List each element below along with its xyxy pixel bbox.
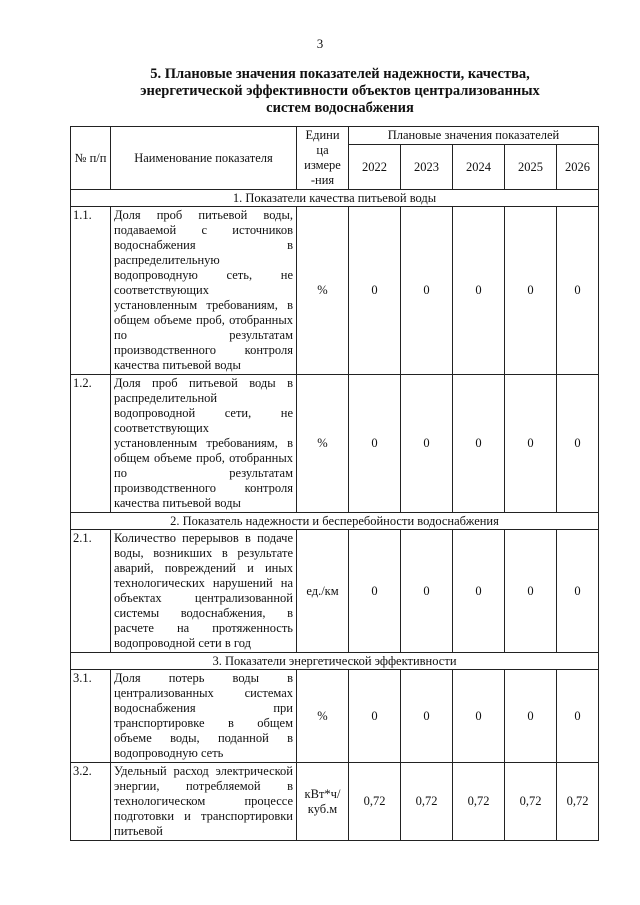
unit-cell: % [297,207,349,375]
section-title: 2. Показатель надежности и бесперебойности водоснабжения [71,513,599,530]
unit-cell: ед./км [297,530,349,653]
row-number: 3.1. [71,670,111,763]
document-title [110,66,570,117]
title-line-2: энергетической эффективности объектов централизованных [140,83,540,99]
value-cell: 0 [453,375,505,513]
title-line-1: 5. Плановые значения показателей надежности, качества, [150,66,530,82]
value-cell: 0,72 [505,763,557,841]
value-cell: 0,72 [349,763,401,841]
value-cell: 0 [349,670,401,763]
value-cell: 0 [401,375,453,513]
value-cell: 0 [401,207,453,375]
header-unit: Едини ца измере -ния [297,127,349,190]
unit-cell: % [297,375,349,513]
indicator-name: Доля проб питьевой воды, подаваемой с источников водоснабжения в распределительную водопроводную сеть, не соответствующих установленным требованиям, в общем объеме проб, отобранных по результатам производственного контроля качества питьевой воды [111,207,297,375]
header-year: 2025 [505,145,557,190]
row-number: 3.2. [71,763,111,841]
value-cell: 0,72 [557,763,599,841]
row-number: 1.1. [71,207,111,375]
header-year: 2023 [401,145,453,190]
value-cell: 0 [401,530,453,653]
value-cell: 0 [401,670,453,763]
value-cell: 0 [349,375,401,513]
table-row [71,670,599,763]
value-cell: 0 [505,207,557,375]
header-num: № п/п [71,127,111,190]
indicator-name: Удельный расход электрической энергии, потребляемой в технологическом процессе подготовки и транспортировки питьевой [111,763,297,841]
unit-cell: % [297,670,349,763]
indicators-table [70,126,599,841]
row-number: 1.2. [71,375,111,513]
table-row [71,375,599,513]
value-cell: 0 [505,530,557,653]
value-cell: 0 [557,207,599,375]
page-number: 3 [316,36,324,51]
header-name: Наименование показателя [111,127,297,190]
title-line-3: систем водоснабжения [266,100,414,116]
value-cell: 0 [453,530,505,653]
header-year: 2024 [453,145,505,190]
indicator-name: Доля проб питьевой воды в распределительной водопроводной сети, не соответствующих установленным требованиям, в общем объеме проб, отобранных по результатам производственного контроля качества питьевой воды [111,375,297,513]
value-cell: 0 [453,207,505,375]
header-year: 2022 [349,145,401,190]
section-row [71,653,599,670]
header-year: 2026 [557,145,599,190]
value-cell: 0 [505,375,557,513]
value-cell: 0 [505,670,557,763]
value-cell: 0 [557,530,599,653]
value-cell: 0,72 [401,763,453,841]
indicator-name: Доля потерь воды в централизованных системах водоснабжения при транспортировке в общем объеме воды, поданной в водопроводную сеть [111,670,297,763]
section-title: 1. Показатели качества питьевой воды [71,190,599,207]
section-row [71,190,599,207]
table-row [71,763,599,841]
value-cell: 0 [349,207,401,375]
indicator-name: Количество перерывов в подаче воды, возникших в результате аварий, повреждений и иных технологических нарушений на объектах централизованной системы водоснабжения, в расчете на протяженность водопроводной сети в год [111,530,297,653]
table-row [71,530,599,653]
section-row [71,513,599,530]
table-row [71,207,599,375]
value-cell: 0 [453,670,505,763]
section-title: 3. Показатели энергетической эффективности [71,653,599,670]
unit-cell: кВт*ч/ куб.м [297,763,349,841]
row-number: 2.1. [71,530,111,653]
header-plan-values: Плановые значения показателей [349,127,599,145]
value-cell: 0 [557,375,599,513]
value-cell: 0,72 [453,763,505,841]
value-cell: 0 [557,670,599,763]
value-cell: 0 [349,530,401,653]
